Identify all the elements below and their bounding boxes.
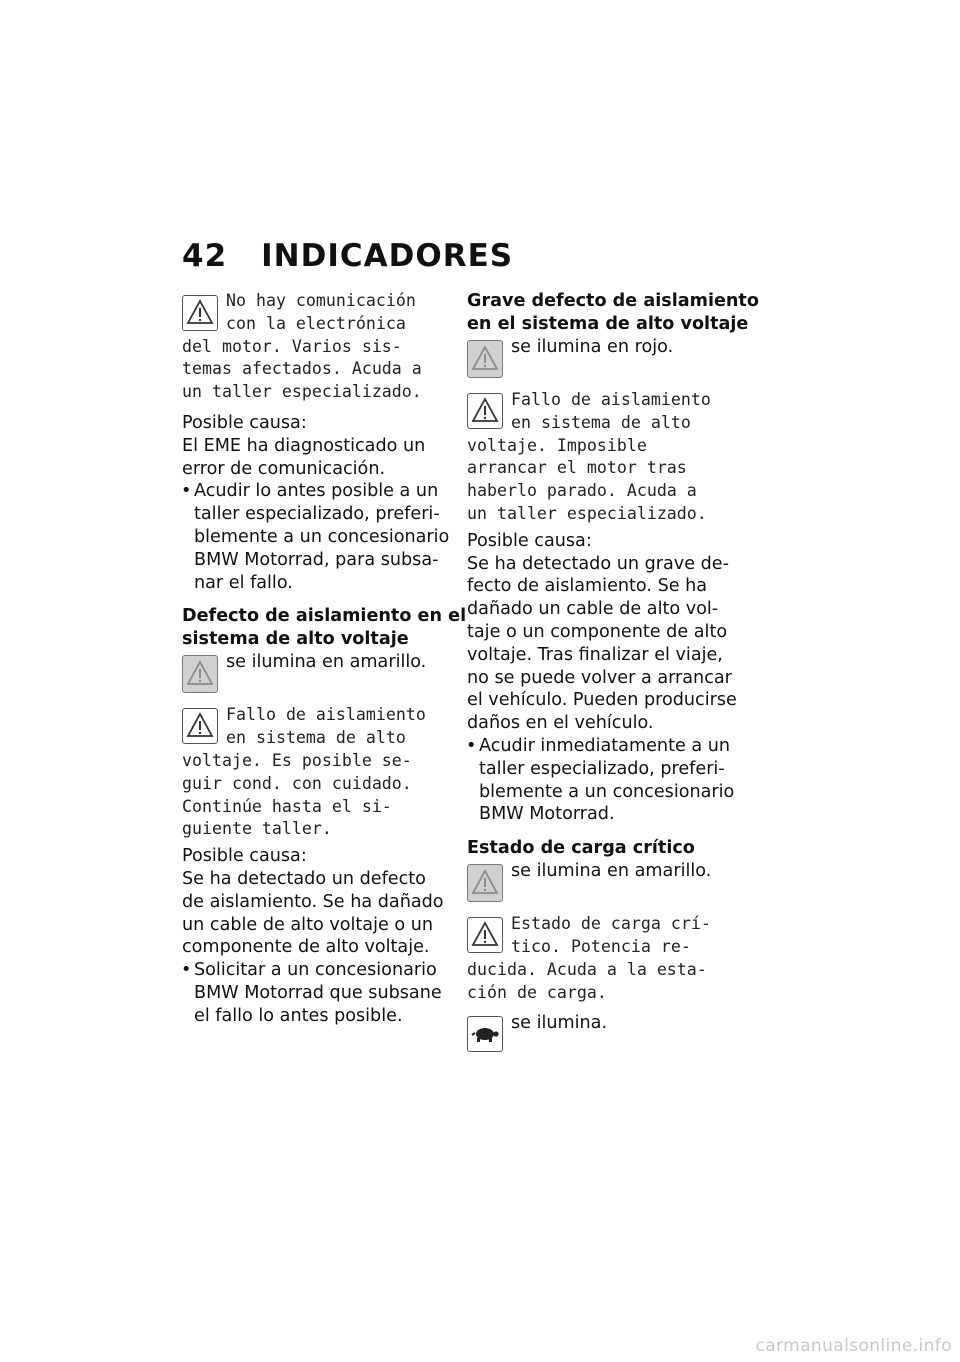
indicator-red-row: se ilumina en rojo. [467,336,742,384]
indicator-turtle-row: se ilumina. [467,1012,742,1052]
action-bullet-3: • Acudir inmediatamente a un taller especializado, preferi- blemente a un concesionario BMW Motorrad. [466,735,735,825]
heading-severe-insulation-defect: Grave defecto de aislamiento en el sistema de alto voltaje [467,291,759,334]
action-bullet-2: • Solicitar a un concesionario BMW Motorrad que subsane el fallo lo antes posible. [181,960,442,1026]
message-insulation-fault: Fallo de aislamiento en sistema de alto voltaje. Es posible se- guir cond. con cuidado. Continúe hasta el si- guiente taller. [182,705,426,839]
turtle-icon [467,1016,503,1052]
cause-1: Posible causa: El EME ha diagnosticado un error de comunicación. [182,412,426,479]
message-severe-insulation-fault: Fallo de aislamiento en sistema de alto voltaje. Imposible arrancar el motor tras haberlo parado. Acuda a un taller especializado. [467,390,711,523]
bullet-dot: • [466,735,477,756]
bullet-dot: • [181,481,192,502]
left-column [181,290,467,1028]
section-title: INDICADORES [261,238,514,274]
bullet-dot: • [181,960,192,981]
right-column [466,290,759,1052]
warning-triangle-filled-icon [182,655,218,693]
warning-triangle-filled-icon [467,864,503,902]
cause-2: Posible causa: Se ha detectado un defecto de aislamiento. Se ha dañado un cable de alto voltaje o un componente de alto voltaje. [182,846,444,958]
page-number: 42 [182,238,228,274]
message-no-communication: No hay comunicación con la electrónica del motor. Varios sis- temas afectados. Acuda a un taller especializado. [182,291,422,402]
indicator-yellow-row: se ilumina en amarillo. [182,651,450,699]
page-header [182,238,513,274]
warning-triangle-icon [182,708,218,744]
warning-triangle-icon [182,295,218,331]
cause-3: Posible causa: Se ha detectado un grave de- fecto de aislamiento. Se ha dañado un cable de alto vol- taje o un componente de alto voltaje. Tras finalizar el viaje, no se puede volver a arrancar el vehículo. Pueden producirse daños en el vehículo. [467,530,737,734]
watermark: carmanualsonline.info [755,1336,952,1356]
indicator-yellow-row-2: se ilumina en amarillo. [467,860,742,908]
heading-insulation-defect: Defecto de aislamiento en el sistema de alto voltaje [182,606,467,650]
warning-triangle-icon [467,393,503,429]
heading-critical-charge: Estado de carga crítico [467,838,695,859]
message-critical-charge: Estado de carga crí- tico. Potencia re- ducida. Acuda a la esta- ción de carga. [467,914,711,1002]
action-bullet-1: • Acudir lo antes posible a un taller especializado, preferi- blemente a un concesionario BMW Motorrad, para subsa- nar el fallo. [181,481,450,593]
warning-triangle-icon [467,917,503,953]
warning-triangle-filled-icon [467,340,503,378]
